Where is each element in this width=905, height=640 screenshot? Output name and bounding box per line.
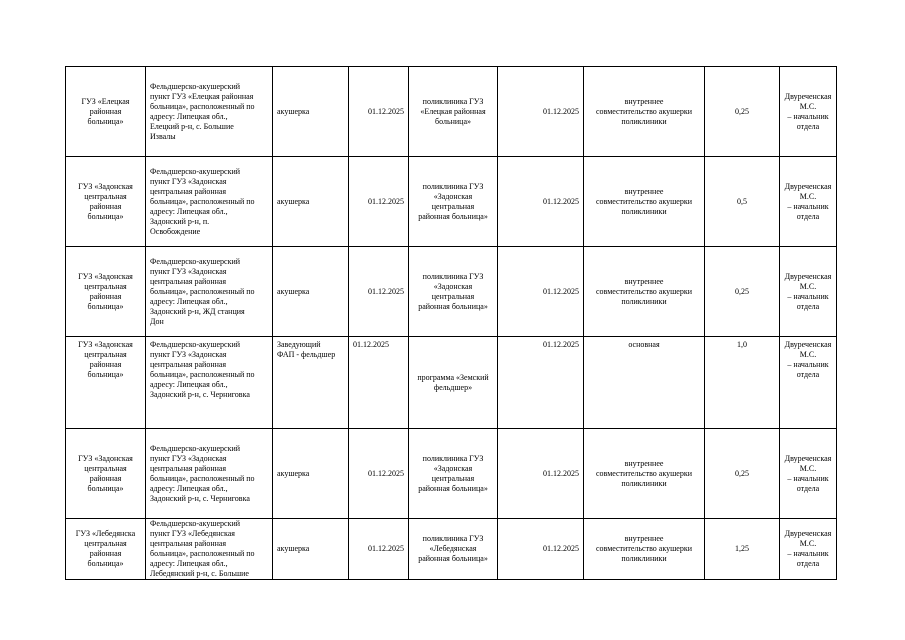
date-cell: 01.12.2025 (498, 337, 584, 429)
rate-cell: 1,25 (705, 519, 780, 580)
date-cell: 01.12.2025 (498, 247, 584, 337)
rate-cell: 0,25 (705, 429, 780, 519)
place-cell: поликлиника ГУЗ «Лебедянская районная больница» (409, 519, 498, 580)
date-cell: 01.12.2025 (498, 67, 584, 157)
place-cell: поликлиника ГУЗ «Задонская центральная районная больница» (409, 429, 498, 519)
contact-cell: Двуреченская М.С. – начальник отдела (780, 337, 837, 429)
unit-cell: Фельдшерско-акушерский пункт ГУЗ «Лебедянская центральная районная больница», расположенный по адресу: Липецкая обл., Лебедянский р-н, с. Большие (146, 519, 273, 580)
unit-cell: Фельдшерско-акушерский пункт ГУЗ «Задонская центральная районная больница», расположенный по адресу: Липецкая обл., Задонский р-н, с. Черниговка (146, 429, 273, 519)
rate-cell: 0,5 (705, 157, 780, 247)
organization-cell: ГУЗ «Елецкая районная больница» (66, 67, 146, 157)
employment-type-cell: основная (584, 337, 705, 429)
place-cell: поликлиника ГУЗ «Задонская центральная районная больница» (409, 157, 498, 247)
organization-cell: ГУЗ «Задонская центральная районная больница» (66, 337, 146, 429)
position-cell: акушерка (273, 67, 349, 157)
table-row (66, 429, 837, 519)
date-cell: 01.12.2025 (498, 157, 584, 247)
employment-type-cell: внутреннее совместительство акушерки поликлиники (584, 247, 705, 337)
unit-cell: Фельдшерско-акушерский пункт ГУЗ «Задонская центральная районная больница», расположенный по адресу: Липецкая обл., Задонский р-н, с. Черниговка (146, 337, 273, 429)
rate-cell: 0,25 (705, 67, 780, 157)
table-row (66, 247, 837, 337)
date-cell: 01.12.2025 (349, 67, 409, 157)
employment-type-cell: внутреннее совместительство акушерки поликлиники (584, 519, 705, 580)
date-cell: 01.12.2025 (498, 519, 584, 580)
contact-cell: Двуреченская М.С. – начальник отдела (780, 157, 837, 247)
date-cell: 01.12.2025 (349, 519, 409, 580)
table-row (66, 67, 837, 157)
position-cell: акушерка (273, 429, 349, 519)
contact-cell: Двуреченская М.С. – начальник отдела (780, 429, 837, 519)
organization-cell: ГУЗ «Задонская центральная районная больница» (66, 157, 146, 247)
vacancy-table (65, 66, 837, 580)
contact-cell: Двуреченская М.С. – начальник отдела (780, 67, 837, 157)
rate-cell: 1,0 (705, 337, 780, 429)
position-cell: Заведующий ФАП - фельдшер (273, 337, 349, 429)
rate-cell: 0,25 (705, 247, 780, 337)
employment-type-cell: внутреннее совместительство акушерки поликлиники (584, 157, 705, 247)
position-cell: акушерка (273, 247, 349, 337)
date-cell: 01.12.2025 (349, 157, 409, 247)
employment-type-cell: внутреннее совместительство акушерки поликлиники (584, 67, 705, 157)
table-row (66, 157, 837, 247)
organization-cell: ГУЗ «Задонская центральная районная больница» (66, 429, 146, 519)
position-cell: акушерка (273, 519, 349, 580)
date-cell: 01.12.2025 (349, 337, 409, 429)
date-cell: 01.12.2025 (498, 429, 584, 519)
date-cell: 01.12.2025 (349, 247, 409, 337)
contact-cell: Двуреченская М.С. – начальник отдела (780, 519, 837, 580)
unit-cell: Фельдшерско-акушерский пункт ГУЗ «Елецкая районная больница», расположенный по адресу: Липецкая обл., Елецкий р-н, с. Большие Извалы (146, 67, 273, 157)
employment-type-cell: внутреннее совместительство акушерки поликлиники (584, 429, 705, 519)
date-cell: 01.12.2025 (349, 429, 409, 519)
organization-cell: ГУЗ «Задонская центральная районная больница» (66, 247, 146, 337)
table-row (66, 337, 837, 429)
table-row (66, 519, 837, 580)
place-cell: программа «Земский фельдшер» (409, 337, 498, 429)
position-cell: акушерка (273, 157, 349, 247)
organization-cell: ГУЗ «Лебедянска центральная районная больница» (66, 519, 146, 580)
place-cell: поликлиника ГУЗ «Елецкая районная больница» (409, 67, 498, 157)
unit-cell: Фельдшерско-акушерский пункт ГУЗ «Задонская центральная районная больница», расположенный по адресу: Липецкая обл., Задонский р-н, п. Освобождение (146, 157, 273, 247)
contact-cell: Двуреченская М.С. – начальник отдела (780, 247, 837, 337)
unit-cell: Фельдшерско-акушерский пункт ГУЗ «Задонская центральная районная больница», расположенный по адресу: Липецкая обл., Задонский р-н, ЖД станция Дон (146, 247, 273, 337)
place-cell: поликлиника ГУЗ «Задонская центральная районная больница» (409, 247, 498, 337)
